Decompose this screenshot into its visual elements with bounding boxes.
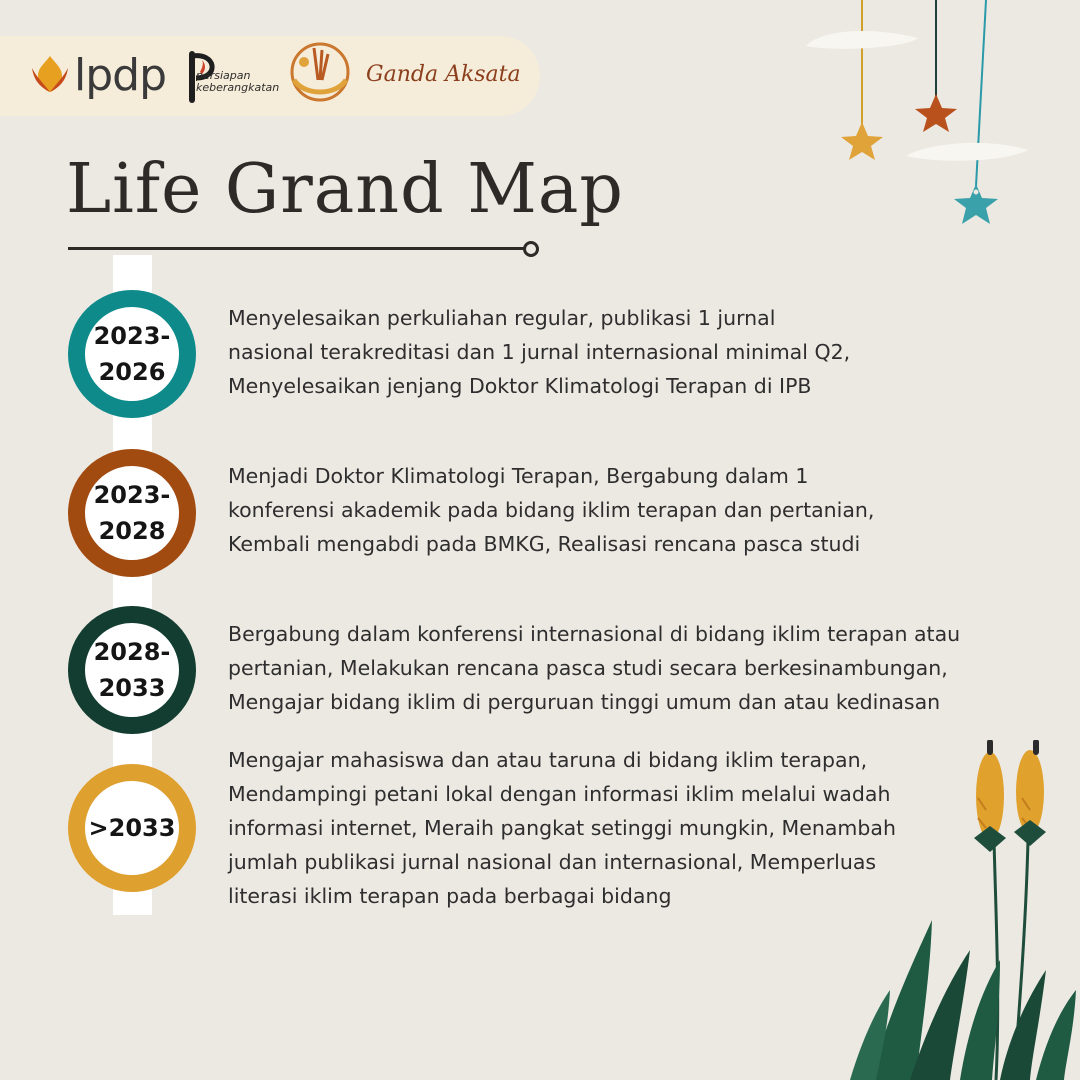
ganda-aksata-logo-text: Ganda Aksata <box>366 62 521 87</box>
title-underline-knob <box>523 241 539 257</box>
timeline-description: Menyelesaikan perkuliahan regular, publikasi 1 jurnal nasional terakreditasi dan 1 jurnal internasional minimal Q2, Menyelesaikan jenjang Doktor Klimatologi Terapan di IPB <box>228 306 851 398</box>
timeline-circle-1 <box>68 290 196 418</box>
hanging-stars-decoration <box>800 0 1060 240</box>
timeline-description: Mengajar mahasiswa dan atau taruna di bidang iklim terapan, Mendampingi petani lokal dengan informasi iklim melalui wadah informasi internet, Meraih pangkat setinggi mungkin, Menambah jumlah publikasi jurnal nasional dan internasional, Memperluas literasi iklim terapan pada berbagai bidang <box>228 748 896 908</box>
lpdp-logo-text: lpdp <box>74 50 167 101</box>
timeline-description: Bergabung dalam konferensi internasional di bidang iklim terapan atau pertanian, Melakukan rencana pasca studi secara berkesinambungan, Mengajar bidang iklim di perguruan tinggi umum dan atau kedinasan <box>228 622 961 714</box>
lpdp-logo <box>30 50 166 102</box>
timeline-year: >2033 <box>88 814 176 842</box>
timeline-circle-2 <box>68 449 196 577</box>
title-underline <box>68 247 526 250</box>
lpdp-flame-icon <box>30 54 70 98</box>
ganda-aksata-emblem-icon <box>284 40 356 104</box>
timeline-year: 2023- 2028 <box>93 481 171 545</box>
plants-decoration <box>850 740 1080 1080</box>
timeline-description: Menjadi Doktor Klimatologi Terapan, Bergabung dalam 1 konferensi akademik pada bidang iklim terapan dan pertanian, Kembali mengabdi pada BMKG, Realisasi rencana pasca studi <box>228 464 875 556</box>
page-title: Life Grand Map <box>66 150 624 229</box>
timeline-circle-3 <box>68 606 196 734</box>
persiapan-logo-text: persiapan keberangkatan <box>196 69 280 94</box>
timeline-year: 2023- 2026 <box>93 322 171 386</box>
timeline-year: 2028- 2033 <box>93 638 171 702</box>
persiapan-keberangkatan-logo <box>186 48 286 104</box>
timeline-circle-4 <box>68 764 196 892</box>
